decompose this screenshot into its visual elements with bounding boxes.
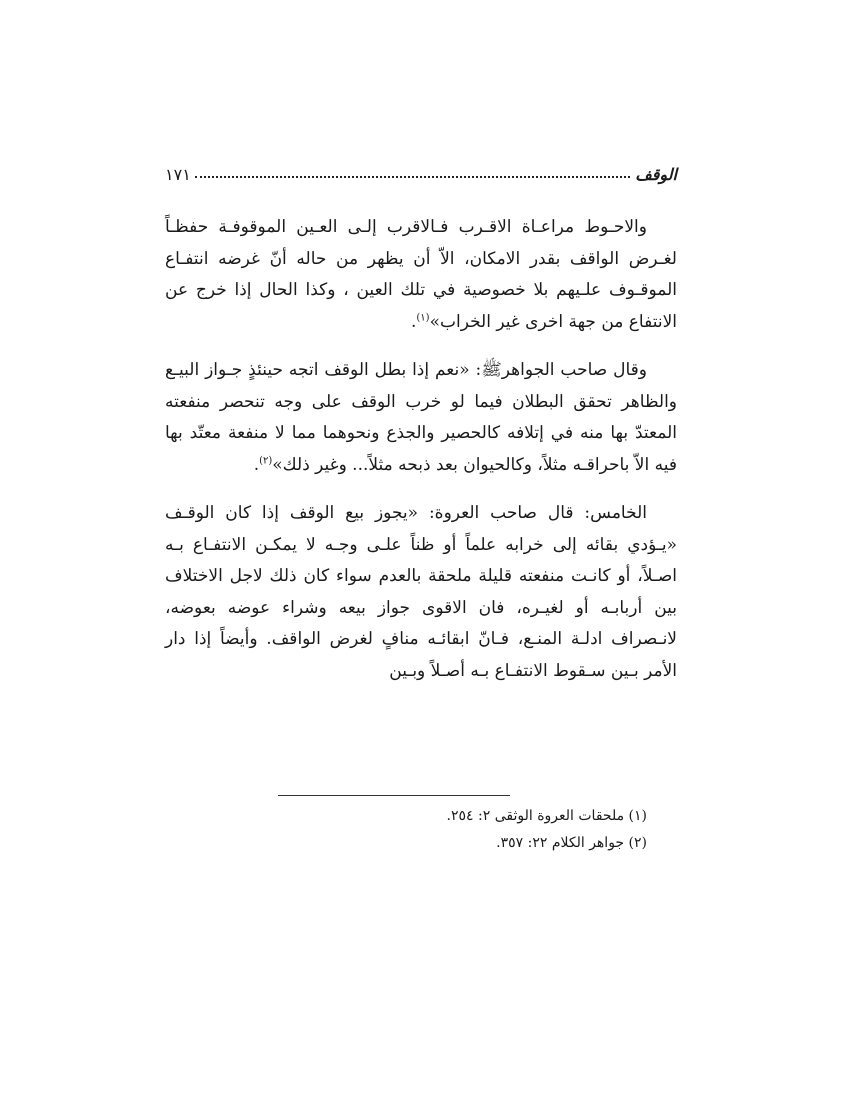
footnote-divider bbox=[278, 795, 510, 796]
paragraph-1-text: والاحـوط مراعـاة الاقـرب فـالاقرب إلـى العـين الموقوفـة حفظـاً لغـرض الواقف بقدر الامكان، الاّ أن يظهر من حاله أنّ غرضه انتفـاع الموقـوف علـيهم بلا خصوصية في تلك العين ، وكذا الحال إذا خرج عن الانتفاع من جهة اخرى غير الخراب» bbox=[165, 217, 677, 332]
paragraph-3 bbox=[165, 498, 677, 687]
footnotes bbox=[165, 803, 677, 857]
paragraph-3-text: الخامس: قال صاحب العروة: «يجوز بيع الوقف إذا كان الوقـف «يـؤدي بقائه إلى خرابه علماً أو ظناً علـى وجـه لا يمكـن الانتفـاع بـه اصـلاً، أو كانـت منفعته قليلة ملحقة بالعدم سواء كان ذلك لاجل الاختلاف بين أربابـه أو لغيـره، فان الاقوى جواز بيعه وشراء عوضه بعوضه، لانـصراف ادلـة المنـع، فـانّ ابقائـه منافٍ لغرض الواقف. وأيضاً إذا دار الأمر بـين سـقوط الانتفـاع بـه أصـلاً وبـين bbox=[165, 503, 677, 681]
paragraph-1-end: . bbox=[410, 311, 417, 332]
running-header bbox=[165, 150, 677, 184]
page-number: ١٧١ bbox=[165, 165, 191, 184]
footnote-1: (١) ملحقات العروة الوثقى ٢: ٢٥٤. bbox=[446, 808, 647, 824]
running-title: الوقف bbox=[635, 165, 677, 184]
footnote-ref-1: (١) bbox=[416, 311, 430, 323]
footnote-2: (٢) جواهر الكلام ٢٢: ٣٥٧. bbox=[496, 835, 647, 851]
paragraph-2 bbox=[165, 355, 677, 481]
body-text bbox=[165, 212, 677, 687]
paragraph-1 bbox=[165, 212, 677, 338]
paragraph-2-end: . bbox=[253, 454, 260, 475]
page bbox=[165, 150, 677, 704]
footnote-ref-2: (٢) bbox=[259, 454, 273, 466]
paragraph-2-text: وقال صاحب الجواهرﷺ: «نعم إذا بطل الوقف اتجه حينئذٍ جـواز البيـع والظاهر تحقق البطلان فيما لو خرب الوقف على وجه تنحصر منفعته المعتدّ بها منه في إتلافه كالحصير والجذع ونحوهما مما لا منفعة معتّد بها فيه الاّ باحراقـه مثلاً، وكالحيوان بعد ذبحه مثلاً... وغير ذلك» bbox=[165, 360, 677, 475]
dot-leader bbox=[195, 176, 630, 178]
